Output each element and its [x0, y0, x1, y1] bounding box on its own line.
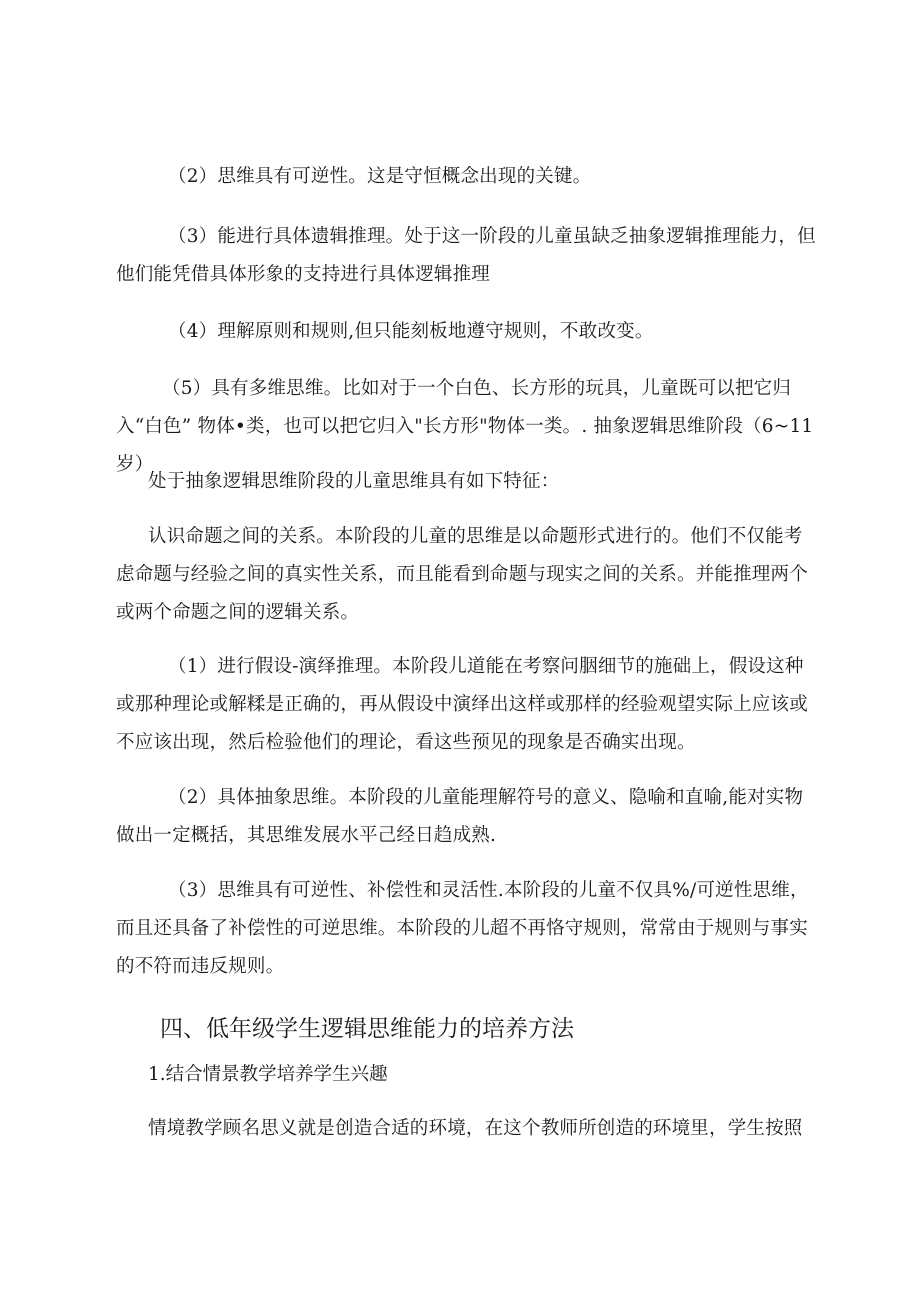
section-heading: 四、低年级学生逻辑思维能力的培养方法 — [160, 1016, 574, 1042]
paragraph: （3）思维具有可逆性、补偿性和灵活性.本阶段的儿童不仅具%/可逆性思维，而且还具备了补偿性的可逆思维。本阶段的儿超不再恪守规则，常常由于规则与事实的不符而违反规则。 — [116, 880, 809, 977]
paragraph: 认识命题之间的关系。本阶段的儿童的思维是以命题形式进行的。他们不仅能考虑命题与经验之间的真实性关系，而且能看到命题与现实之间的关系。并能推理两个或两个命题之间的逻辑关系。 — [116, 526, 808, 623]
paragraph: （2）思维具有可逆性。这是守恒概念出现的关键。 — [168, 166, 592, 187]
paragraph: （3）能进行具体遗辑推理。处于这一阶段的儿童虽缺乏抽象逻辑推理能力，但他们能凭借具体形象的支持进行具体逻辑推理 — [116, 226, 816, 285]
paragraph: （1）进行假设-演绎推理。本阶段儿道能在考察问胭细节的施础上，假设这种或那种理论或解糅是正确的，再从假设中演绎出这样或那样的经验观望实际上应该或不应该出现，然后检验他们的理论，看这些预见的现象是否确实出现。 — [116, 656, 808, 753]
paragraph: （4）理解原则和规则,但只能刻板地遵守规则，不敢改变。 — [168, 321, 654, 342]
paragraph: 处于抽象逻辑思维阶段的儿童思维具有如下特征： — [148, 471, 560, 492]
sub-heading: 1.结合情景教学培养学生兴趣 — [148, 1064, 388, 1085]
paragraph: （2）具体抽象思维。本阶段的儿童能理解符号的意义、隐喻和直喻,能对实物做出一定概括，其思维发展水平己经日趋成熟. — [116, 787, 804, 846]
paragraph: （5）具有多维思维。比如对于一个白色、长方形的玩具，儿童既可以把它归入“白色” 物体•类，也可以把它归入"长方形"物体一类。. 抽象逻辑思维阶段（6~11岁） — [116, 378, 814, 475]
closing-paragraph: 情境教学顾名思义就是创造合适的环境，在这个教师所创造的环境里，学生按照 — [148, 1118, 803, 1139]
